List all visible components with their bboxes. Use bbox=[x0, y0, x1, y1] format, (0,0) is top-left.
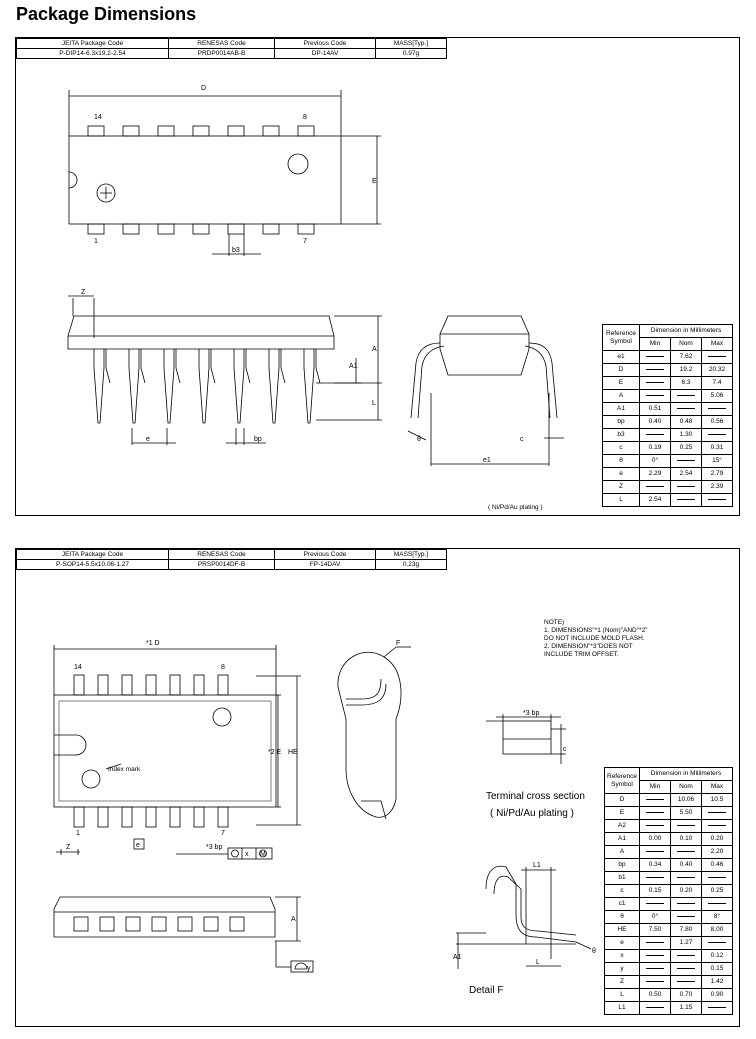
dimension-row bbox=[605, 989, 733, 1002]
dimension-row bbox=[603, 429, 733, 442]
symbol-cell: A1 bbox=[605, 833, 640, 846]
pin-8-label: 8 bbox=[303, 114, 307, 121]
value-cell bbox=[671, 950, 702, 963]
value-cell: 0.48 bbox=[671, 416, 702, 429]
pin-lead bbox=[122, 807, 132, 827]
mass-header: MASS[Typ.] bbox=[376, 550, 447, 560]
value-cell: 7.50 bbox=[640, 924, 671, 937]
value-cell: 10.5 bbox=[702, 794, 733, 807]
pin-lead bbox=[218, 807, 228, 827]
pin-lead bbox=[152, 917, 166, 931]
value-cell: 2.20 bbox=[702, 846, 733, 859]
symbol-cell: θ bbox=[603, 455, 640, 468]
dimension-row bbox=[605, 846, 733, 859]
col-nom: Nom bbox=[671, 338, 702, 351]
pin-1-label: 1 bbox=[94, 238, 98, 245]
symbol-cell: L bbox=[603, 494, 640, 507]
col-min: Min bbox=[640, 781, 671, 794]
value-cell: 0.56 bbox=[702, 416, 733, 429]
value-cell: 0.50 bbox=[640, 989, 671, 1002]
pin-lead bbox=[246, 349, 250, 383]
pin-lead bbox=[178, 917, 192, 931]
col-min: Min bbox=[640, 338, 671, 351]
jeita-header: JEITA Package Code bbox=[17, 39, 169, 49]
previous-code: FP-14DAV bbox=[275, 560, 376, 570]
symbol-cell: L bbox=[605, 989, 640, 1002]
value-cell: 8.00 bbox=[702, 924, 733, 937]
value-cell: 2.39 bbox=[702, 481, 733, 494]
value-cell bbox=[702, 429, 733, 442]
symbol-cell: Z bbox=[605, 976, 640, 989]
pin-lead bbox=[74, 675, 84, 695]
value-cell bbox=[671, 481, 702, 494]
dim-b3-label: b3 bbox=[232, 247, 240, 254]
pin-7-label: 7 bbox=[303, 238, 307, 245]
symbol-cell: A bbox=[605, 846, 640, 859]
value-cell bbox=[640, 872, 671, 885]
value-cell: 0.25 bbox=[671, 442, 702, 455]
value-cell bbox=[671, 898, 702, 911]
note-line: 2. DIMENSION"*3"DOES NOT bbox=[544, 643, 633, 650]
value-cell bbox=[640, 820, 671, 833]
value-cell bbox=[640, 390, 671, 403]
value-cell: 0.15 bbox=[702, 963, 733, 976]
symbol-cell: HE bbox=[605, 924, 640, 937]
jeita-code: P-DIP14-6.3x19.2-2.54 bbox=[17, 49, 169, 59]
value-cell bbox=[702, 1002, 733, 1015]
dim-bp-label: *3 bp bbox=[206, 844, 223, 851]
value-cell bbox=[640, 351, 671, 364]
dim-c-label: c bbox=[563, 746, 567, 753]
terminal-caption: Terminal cross section bbox=[486, 791, 585, 802]
pin-lead bbox=[100, 917, 114, 931]
plating-note: ( Ni/Pd/Au plating ) bbox=[488, 504, 543, 511]
dimension-row bbox=[605, 963, 733, 976]
value-cell: 2.29 bbox=[640, 468, 671, 481]
pin-lead bbox=[170, 807, 180, 827]
previous-header: Previous Code bbox=[275, 550, 376, 560]
value-cell bbox=[640, 937, 671, 950]
note-line: INCLUDE TRIM OFFSET. bbox=[544, 651, 619, 658]
previous-code: DP-14AV bbox=[275, 49, 376, 59]
value-cell bbox=[671, 494, 702, 507]
value-cell bbox=[671, 846, 702, 859]
dimension-row bbox=[603, 351, 733, 364]
pin-8-label: 8 bbox=[221, 664, 225, 671]
value-cell: 20.32 bbox=[702, 364, 733, 377]
dim-d-label: D bbox=[201, 85, 207, 92]
value-cell bbox=[671, 976, 702, 989]
dimension-row bbox=[605, 872, 733, 885]
note-line: NOTE) bbox=[544, 619, 565, 626]
value-cell bbox=[702, 403, 733, 416]
value-cell: 0° bbox=[640, 911, 671, 924]
dim-he-label: HE bbox=[288, 749, 298, 756]
dimension-row bbox=[603, 468, 733, 481]
value-cell: 8° bbox=[702, 911, 733, 924]
value-cell: 1.27 bbox=[671, 937, 702, 950]
dim-theta-label: θ bbox=[417, 436, 421, 443]
value-cell: 0.40 bbox=[640, 416, 671, 429]
value-cell: 0.20 bbox=[702, 833, 733, 846]
dimension-row bbox=[603, 403, 733, 416]
dimension-row bbox=[605, 1002, 733, 1015]
dimension-row bbox=[605, 794, 733, 807]
pin-lead bbox=[158, 126, 174, 136]
value-cell: 0.34 bbox=[640, 859, 671, 872]
dim-bp-label: bp bbox=[254, 436, 262, 443]
symbol-cell: Z bbox=[603, 481, 640, 494]
value-cell: 0.51 bbox=[640, 403, 671, 416]
dimension-row bbox=[603, 442, 733, 455]
value-cell bbox=[702, 898, 733, 911]
dimension-row bbox=[603, 455, 733, 468]
symbol-cell: bp bbox=[605, 859, 640, 872]
pin-lead bbox=[123, 224, 139, 234]
value-cell: 2.54 bbox=[671, 468, 702, 481]
value-cell bbox=[671, 403, 702, 416]
pin-14-label: 14 bbox=[94, 114, 102, 121]
pin-lead bbox=[98, 807, 108, 827]
value-cell: 7.80 bbox=[671, 924, 702, 937]
dimension-row bbox=[605, 937, 733, 950]
pin-lead bbox=[281, 349, 285, 383]
pin-lead bbox=[263, 126, 279, 136]
value-cell bbox=[640, 846, 671, 859]
index-mark-label: Index mark bbox=[108, 766, 141, 773]
value-cell: 0.10 bbox=[671, 833, 702, 846]
dim-a1-label: A1 bbox=[349, 363, 358, 370]
dim-a1-label: A1 bbox=[453, 954, 462, 961]
ref-symbol-header: Reference Symbol bbox=[605, 768, 640, 794]
pin-lead bbox=[146, 807, 156, 827]
jeita-code: P-SOP14-5.5x10.06-1.27 bbox=[17, 560, 169, 570]
dimension-row bbox=[603, 364, 733, 377]
dim-l-label: L bbox=[372, 400, 376, 407]
value-cell bbox=[640, 963, 671, 976]
pin-lead bbox=[170, 675, 180, 695]
pin-lead bbox=[269, 349, 279, 423]
pin-lead bbox=[193, 126, 209, 136]
symbol-cell: A bbox=[603, 390, 640, 403]
dimension-row bbox=[603, 481, 733, 494]
pin-lead bbox=[204, 917, 218, 931]
sop-dimension-table bbox=[604, 767, 733, 1015]
mass-value: 0.23g bbox=[376, 560, 447, 570]
value-cell: 0.46 bbox=[702, 859, 733, 872]
pin-lead bbox=[194, 675, 204, 695]
pin-lead bbox=[316, 349, 320, 383]
value-cell: 1.15 bbox=[671, 1002, 702, 1015]
value-cell: 2.54 bbox=[640, 494, 671, 507]
dim-y-label: y bbox=[307, 965, 311, 972]
note-line: 1. DIMENSIONS"*1 (Nom)"AND"*2" bbox=[544, 627, 648, 634]
value-cell: 7.62 bbox=[671, 351, 702, 364]
value-cell: 0° bbox=[640, 455, 671, 468]
value-cell bbox=[671, 820, 702, 833]
note-line: DO NOT INCLUDE MOLD FLASH. bbox=[544, 635, 645, 642]
pin-lead bbox=[194, 807, 204, 827]
value-cell: 5.50 bbox=[671, 807, 702, 820]
value-cell bbox=[671, 911, 702, 924]
pin-lead bbox=[193, 224, 209, 234]
symbol-cell: b1 bbox=[605, 872, 640, 885]
dimension-row bbox=[605, 885, 733, 898]
dim-x-label: x bbox=[245, 851, 249, 858]
value-cell bbox=[671, 872, 702, 885]
renesas-header: RENESAS Code bbox=[169, 550, 275, 560]
symbol-cell: E bbox=[605, 807, 640, 820]
dimension-row bbox=[605, 807, 733, 820]
value-cell: 0.19 bbox=[640, 442, 671, 455]
symbol-cell: A1 bbox=[603, 403, 640, 416]
col-max: Max bbox=[702, 338, 733, 351]
symbol-cell: A2 bbox=[605, 820, 640, 833]
value-cell: 2.79 bbox=[702, 468, 733, 481]
pin-7-label: 7 bbox=[221, 830, 225, 837]
dimension-row bbox=[605, 833, 733, 846]
dimension-row bbox=[605, 950, 733, 963]
value-cell bbox=[640, 1002, 671, 1015]
value-cell: 1.30 bbox=[671, 429, 702, 442]
pin-lead bbox=[74, 807, 84, 827]
symbol-cell: θ bbox=[605, 911, 640, 924]
pin-lead bbox=[129, 349, 139, 423]
col-max: Max bbox=[702, 781, 733, 794]
value-cell bbox=[702, 807, 733, 820]
dim-z-label: Z bbox=[66, 844, 71, 851]
pin-lead bbox=[94, 349, 104, 423]
value-cell: 0.20 bbox=[671, 885, 702, 898]
pin-lead bbox=[228, 224, 244, 234]
dim-l1-label: L1 bbox=[533, 862, 541, 869]
value-cell: 0.12 bbox=[702, 950, 733, 963]
sop-package-panel bbox=[15, 548, 740, 1027]
previous-header: Previous Code bbox=[275, 39, 376, 49]
value-cell: 0.40 bbox=[671, 859, 702, 872]
symbol-cell: bp bbox=[603, 416, 640, 429]
value-cell: 15° bbox=[702, 455, 733, 468]
dim-c-label: c bbox=[520, 436, 524, 443]
pin-14-label: 14 bbox=[74, 664, 82, 671]
pin-1-label: 1 bbox=[76, 830, 80, 837]
dip-package-panel bbox=[15, 37, 740, 516]
dim-d-label: *1 D bbox=[146, 640, 160, 647]
value-cell bbox=[640, 481, 671, 494]
value-cell: 0.90 bbox=[702, 989, 733, 1002]
pin-lead bbox=[158, 224, 174, 234]
pin-lead bbox=[98, 675, 108, 695]
pin-lead bbox=[298, 126, 314, 136]
value-cell: 1.42 bbox=[702, 976, 733, 989]
dim-theta-label: θ bbox=[592, 948, 596, 955]
symbol-cell: x bbox=[605, 950, 640, 963]
value-cell bbox=[640, 976, 671, 989]
detail-f-caption: Detail F bbox=[469, 985, 504, 996]
value-cell bbox=[702, 937, 733, 950]
pin-lead bbox=[88, 224, 104, 234]
pin-lead bbox=[211, 349, 215, 383]
value-cell: 0.25 bbox=[702, 885, 733, 898]
dim-l-label: L bbox=[536, 959, 540, 966]
value-cell: 0.70 bbox=[671, 989, 702, 1002]
pin-lead bbox=[228, 126, 244, 136]
dimension-row bbox=[603, 494, 733, 507]
pin-lead bbox=[230, 917, 244, 931]
value-cell bbox=[640, 377, 671, 390]
pin-lead bbox=[298, 224, 314, 234]
dimension-row bbox=[603, 377, 733, 390]
symbol-cell: E bbox=[603, 377, 640, 390]
symbol-cell: c bbox=[605, 885, 640, 898]
renesas-code: PRDP0014AB-B bbox=[169, 49, 275, 59]
symbol-cell: b3 bbox=[603, 429, 640, 442]
pin-lead bbox=[106, 349, 110, 383]
page-title: Package Dimensions bbox=[16, 4, 197, 24]
dim-e1-label: e1 bbox=[483, 457, 491, 464]
pin-lead bbox=[122, 675, 132, 695]
dimension-row bbox=[605, 911, 733, 924]
symbol-cell: L1 bbox=[605, 1002, 640, 1015]
dim-header: Dimension in Millimeters bbox=[640, 768, 733, 781]
dim-bp-section-label: *3 bp bbox=[523, 710, 540, 717]
pin-lead bbox=[126, 917, 140, 931]
value-cell: 0.15 bbox=[640, 885, 671, 898]
dim-e-label: E bbox=[372, 178, 377, 185]
ref-symbol-header: Reference Symbol bbox=[603, 325, 640, 351]
pin-lead bbox=[263, 224, 279, 234]
value-cell bbox=[671, 455, 702, 468]
symbol-cell: c bbox=[603, 442, 640, 455]
value-cell bbox=[640, 950, 671, 963]
dip-dimension-table bbox=[602, 324, 733, 507]
renesas-header: RENESAS Code bbox=[169, 39, 275, 49]
col-nom: Nom bbox=[671, 781, 702, 794]
value-cell bbox=[640, 364, 671, 377]
dim-a-label: A bbox=[291, 916, 296, 923]
dimension-row bbox=[603, 390, 733, 403]
symbol-cell: e bbox=[605, 937, 640, 950]
mass-header: MASS[Typ.] bbox=[376, 39, 447, 49]
symbol-cell: c1 bbox=[605, 898, 640, 911]
pin-lead bbox=[304, 349, 314, 423]
dim-a-label: A bbox=[372, 346, 377, 353]
value-cell bbox=[640, 794, 671, 807]
value-cell: 19.2 bbox=[671, 364, 702, 377]
pin-lead bbox=[74, 917, 88, 931]
dim-header: Dimension in Millimeters bbox=[640, 325, 733, 338]
pin-lead bbox=[88, 126, 104, 136]
dimension-row bbox=[605, 976, 733, 989]
terminal-plating: ( Ni/Pd/Au plating ) bbox=[490, 808, 574, 819]
dimension-row bbox=[603, 416, 733, 429]
renesas-code: PRSP0014DF-B bbox=[169, 560, 275, 570]
value-cell bbox=[640, 807, 671, 820]
pin-lead bbox=[123, 126, 139, 136]
mass-value: 0.97g bbox=[376, 49, 447, 59]
value-cell: 6.3 bbox=[671, 377, 702, 390]
value-cell bbox=[702, 820, 733, 833]
value-cell: 7.4 bbox=[702, 377, 733, 390]
dim-z-label: Z bbox=[81, 289, 86, 296]
value-cell bbox=[640, 429, 671, 442]
symbol-cell: e bbox=[603, 468, 640, 481]
dim-m-label: M bbox=[260, 851, 266, 858]
symbol-cell: y bbox=[605, 963, 640, 976]
value-cell bbox=[671, 390, 702, 403]
pin-lead bbox=[234, 349, 244, 423]
value-cell: 0.00 bbox=[640, 833, 671, 846]
symbol-cell: e1 bbox=[603, 351, 640, 364]
value-cell: 0.31 bbox=[702, 442, 733, 455]
dim-e-label: *2 E bbox=[268, 749, 282, 756]
value-cell bbox=[702, 351, 733, 364]
dim-e-pitch-label: e bbox=[146, 436, 150, 443]
value-cell bbox=[702, 872, 733, 885]
pin-lead bbox=[146, 675, 156, 695]
dimension-row bbox=[605, 820, 733, 833]
pin-lead bbox=[176, 349, 180, 383]
value-cell: 5.06 bbox=[702, 390, 733, 403]
pin-lead bbox=[164, 349, 174, 423]
value-cell bbox=[702, 494, 733, 507]
dimension-row bbox=[605, 898, 733, 911]
value-cell bbox=[671, 963, 702, 976]
dimension-row bbox=[605, 859, 733, 872]
value-cell bbox=[640, 898, 671, 911]
pin-lead bbox=[141, 349, 145, 383]
jeita-header: JEITA Package Code bbox=[17, 550, 169, 560]
dimension-row bbox=[605, 924, 733, 937]
pin-lead bbox=[199, 349, 209, 423]
pin-lead bbox=[218, 675, 228, 695]
detail-f-marker: F bbox=[396, 640, 401, 647]
dim-e-pitch-label: e bbox=[136, 842, 140, 849]
value-cell: 10.06 bbox=[671, 794, 702, 807]
symbol-cell: D bbox=[603, 364, 640, 377]
symbol-cell: D bbox=[605, 794, 640, 807]
